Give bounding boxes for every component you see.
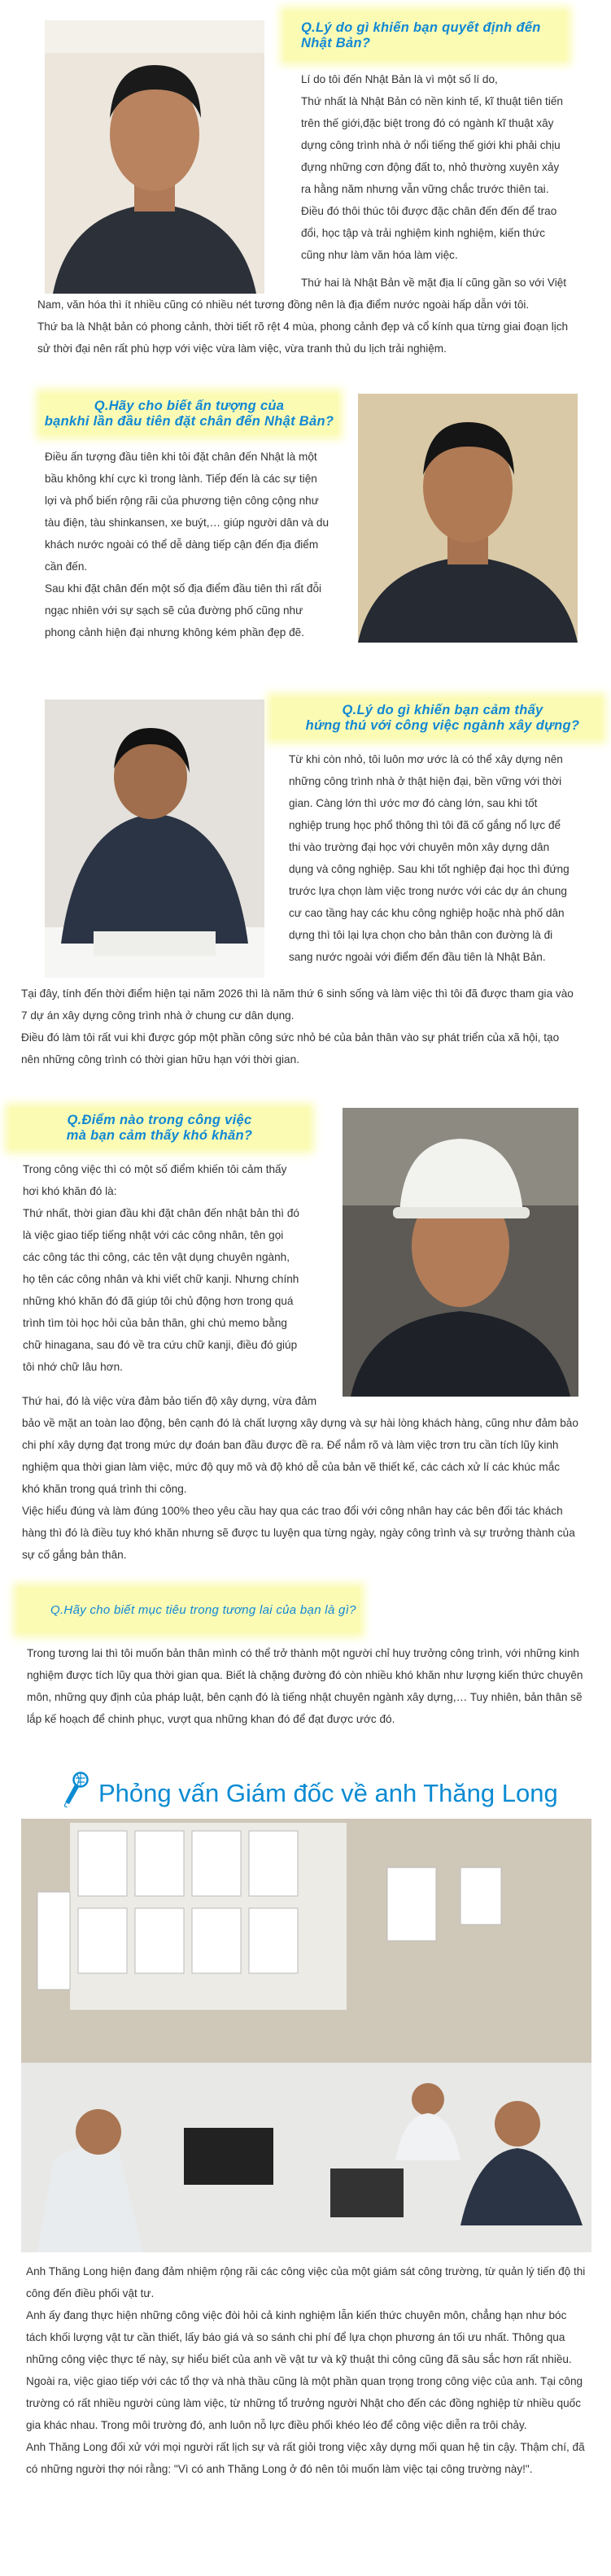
heading-text: Phỏng vấn Giám đốc về anh Thăng Long <box>98 1779 558 1807</box>
paragraph: Trong tương lai thì tôi muốn bản thân mình có thể trở thành một người chỉ huy trưởng công trình, với những kinh nghiệm được tích lũy qua thời gian qua. Biết là chặng đường đó còn nhiều khó khăn như lượng kiến thức chuyên môn, những quy định của pháp luật, bên cạnh đó là tiếng nhật chuyên ngành xây dựng,… Tuy nhiên, bản thân sẽ lắp kế hoạch để chinh phục, vượt qua những khan đó để đạt được ước đó. <box>27 1647 583 1725</box>
answer-text <box>27 1642 587 1730</box>
question-banner: Q.Lý do gì khiến bạn cảm thấy hứng thú với công việc ngành xây dựng? <box>272 698 601 739</box>
paragraph: Thứ ba là Nhật bản có phong cảnh, thời tiết rõ rệt 4 mùa, phong cảnh đẹp và cổ kính qua từng giai đoạn lịch sử thời đại nên rất phù hợp với việc vừa làm việc, vừa tranh thủ du lịch trải nghiệm. <box>37 320 569 355</box>
answer-text-continued <box>0 1390 611 1566</box>
microphone-icon <box>61 1772 90 1815</box>
question-banner: Q.Lý do gì khiến bạn quyết định đến Nhật Bản? <box>285 11 566 60</box>
helmet-photo <box>343 1108 578 1397</box>
qa-section-4 <box>0 1108 611 1566</box>
director-text <box>0 2260 611 2480</box>
paragraph: Thứ hai là Nhật Bản về mặt địa lí cũng gần so với Việt Nam, văn hóa thì ít nhiều cũng có nhiều nét tương đồng nên là địa điểm nước ngoài hấp dẫn với tôi. <box>37 277 567 311</box>
paragraph: Anh Thăng Long hiện đang đảm nhiệm rộng rãi các công việc của một giám sát công trường, từ quản lý tiến độ thi công đến điều phối vật tư. <box>26 2265 586 2299</box>
portrait-photo <box>45 20 264 294</box>
question-banner: Q.Điểm nào trong công việc mà bạn cảm thấy khó khăn? <box>10 1108 309 1149</box>
question-banner: Q.Hãy cho biết ấn tượng của bạnkhi lần đầu tiên đặt chân đến Nhật Bản? <box>41 394 338 434</box>
paragraph: Ngoài ra, việc giao tiếp với các tổ thợ và nhà thầu cũng là một phần quan trọng trong công việc của anh. Tại công trường có rất nhiều người cùng làm việc, từ những tổ trưởng người Nhật cho đến các đồng nghiệp từ nhiều quốc gia khác nhau. Trong môi trường đó, anh luôn nỗ lực điều phối khéo léo để công việc diễn ra trôi chảy. <box>26 2375 583 2431</box>
paragraph: Điều đó thôi thúc tôi được đặc chân đến đến để trao đổi, học tập và trải nghiệm kinh nghiệm, kiến thức cũng như làm văn hóa làm việc. <box>301 205 557 261</box>
qa-section-1 <box>0 11 611 360</box>
paragraph: Trong công việc thì có một số điểm khiến tôi cảm thấy hơi khó khăn đó là: <box>23 1163 287 1197</box>
paragraph: Thứ nhất, thời gian đầu khi đặt chân đến nhật bản thì đó là việc giao tiếp tiếng nhật với các công nhân, tên gọi các công tác thi công, các tên vật dụng chuyên ngành, họ tên các công nhân và khi viết chữ kanji. Nhưng chính những khó khăn đó đã giúp tôi chủ động hơn trong quá trình tìm tòi học hỏi của bản thân, ghi chú memo bằng chữ hinagana, sau đó về tra cứu chữ kanji, điều đó giúp tôi nhớ chữ lâu hơn. <box>23 1207 299 1373</box>
paragraph: Từ khi còn nhỏ, tôi luôn mơ ước là có thể xây dựng nên những công trình nhà ở thật hiện đại, bền vững với thời gian. Càng lớn thì ước mơ đó càng lớn, sau khi tốt nghiệp trung học phổ thông thì tôi đã cố gắng nổ lực để thi vào trường đại học với chuyên môn xây dựng dân dụng và công nghiệp. Sau khi tốt nghiệp đại học thì đứng trước lựa chọn làm việc trong nước với các dự án chung cư cao tầng hay các khu công nghiệp hoặc nhà phố dân dựng thì tôi lại lựa chọn cho bản thân con đường là đi sang nước ngoài với điểm đến đầu tiên là Nhật Bản. <box>289 753 570 963</box>
paragraph: Anh Thăng Long đối xử với mọi người rất lịch sự và rất giỏi trong việc xây dựng mối quan hệ tin cậy. Thậm chí, đã có những người thợ nói rằng: "Vì có anh Thăng Long ở đó nên tôi muốn làm việc tại công trường này!". <box>26 2441 585 2475</box>
qa-section-2 <box>0 394 611 643</box>
answer-text <box>45 446 330 643</box>
paragraph: Tại đây, tính đến thời điểm hiện tại năm 2026 thì là năm thứ 6 sinh sống và làm việc thì tôi đã được tham gia vào 7 dự án xây dựng công trình nhà ở chung cư dân dụng. <box>21 987 574 1022</box>
paragraph: Thứ hai, đó là việc vừa đảm bảo tiến độ xây dựng, vừa đảm bảo về mặt an toàn lao động, bên cạnh đó là chất lượng xây dựng và sự hài lòng khách hàng, cũng như đảm bảo chi phí xây dựng đạt trong mức dự đoán ban đầu được đề ra. Để nắm rõ và làm việc trơn tru cần tích lũy kinh nghiệm qua thời gian làm việc, mức độ quy mô và độ khó dễ của bản vẽ thiết kế, các cách xử lí các khúc mắc khó khăn trong quá trình thi công. <box>22 1395 578 1495</box>
qa-section-5 <box>0 1588 611 1730</box>
working-photo <box>45 700 264 978</box>
section-heading <box>61 1772 558 1815</box>
paragraph: Sau khi đặt chân đến một số địa điểm đầu tiên thì rất đỗi ngạc nhiên với sự sạch sẽ của đường phố cũng như phong cảnh hiện đại nhưng không kém phần đẹp đẽ. <box>45 582 322 639</box>
paragraph: Việc hiểu đúng và làm đúng 100% theo yêu cầu hay qua các trao đổi với công nhân hay các bên đối tác khách hàng thì đó là điều tuy khó khăn nhưng sẽ được tu luyện qua từng ngày, ngày công trình và sự trưởng thành của sự cố gắng bản thân. <box>22 1505 575 1561</box>
office-photo <box>21 1819 591 2252</box>
paragraph: Lí do tôi đến Nhật Bản là vì một số lí do, <box>301 73 498 85</box>
paragraph: Điều ấn tượng đầu tiên khi tôi đặt chân đến Nhật là một bầu không khí cực kì trong lành. Tiếp đến là các sự tiện lợi và phổ biến rộng rãi của phương tiện công cộng như tàu điện, tàu shinkansen, xe buýt,… giúp người dân và du khách nước ngoài có thể dễ dàng tiếp cận đến địa điểm cần đến. <box>45 451 330 573</box>
paragraph: Thứ nhất là Nhật Bản có nền kinh tế, kĩ thuật tiên tiến trên thế giới,đặc biệt trong đó có ngành kĩ thuật xây dựng công trình nhà ở nổi tiếng thế giới khi phải chịu đựng những cơn động đất to, nhỏ thường xuyên xảy ra hằng năm nhưng vẫn vững chắc trước thiên tai. <box>301 95 563 195</box>
paragraph: Điều đó làm tôi rất vui khi được góp một phần công sức nhỏ bé của bản thân vào sự phát triển của xã hội, tạo nên những công trình có thời gian hữu hạn với thời gian. <box>21 1031 560 1066</box>
qa-section-3 <box>0 698 611 1070</box>
paragraph: Anh ấy đang thực hiện những công việc đòi hỏi cả kinh nghiệm lẫn kiến thức chuyên môn, chẳng hạn như bóc tách khối lượng vật tư cần thiết, lấy báo giá và so sánh chi phí để lựa chọn phương án tối ưu nhất. Thông qua những công việc thực tế này, sự hiểu biết của anh về vật tư và kỹ thuật thi công cũng đã sâu sắc hơn rất nhiều. <box>26 2309 572 2365</box>
portrait-photo <box>358 394 578 643</box>
answer-text-continued <box>0 983 611 1070</box>
question-banner: Q.Hãy cho biết mục tiêu trong tương lai của bạn là gì? <box>18 1588 360 1632</box>
